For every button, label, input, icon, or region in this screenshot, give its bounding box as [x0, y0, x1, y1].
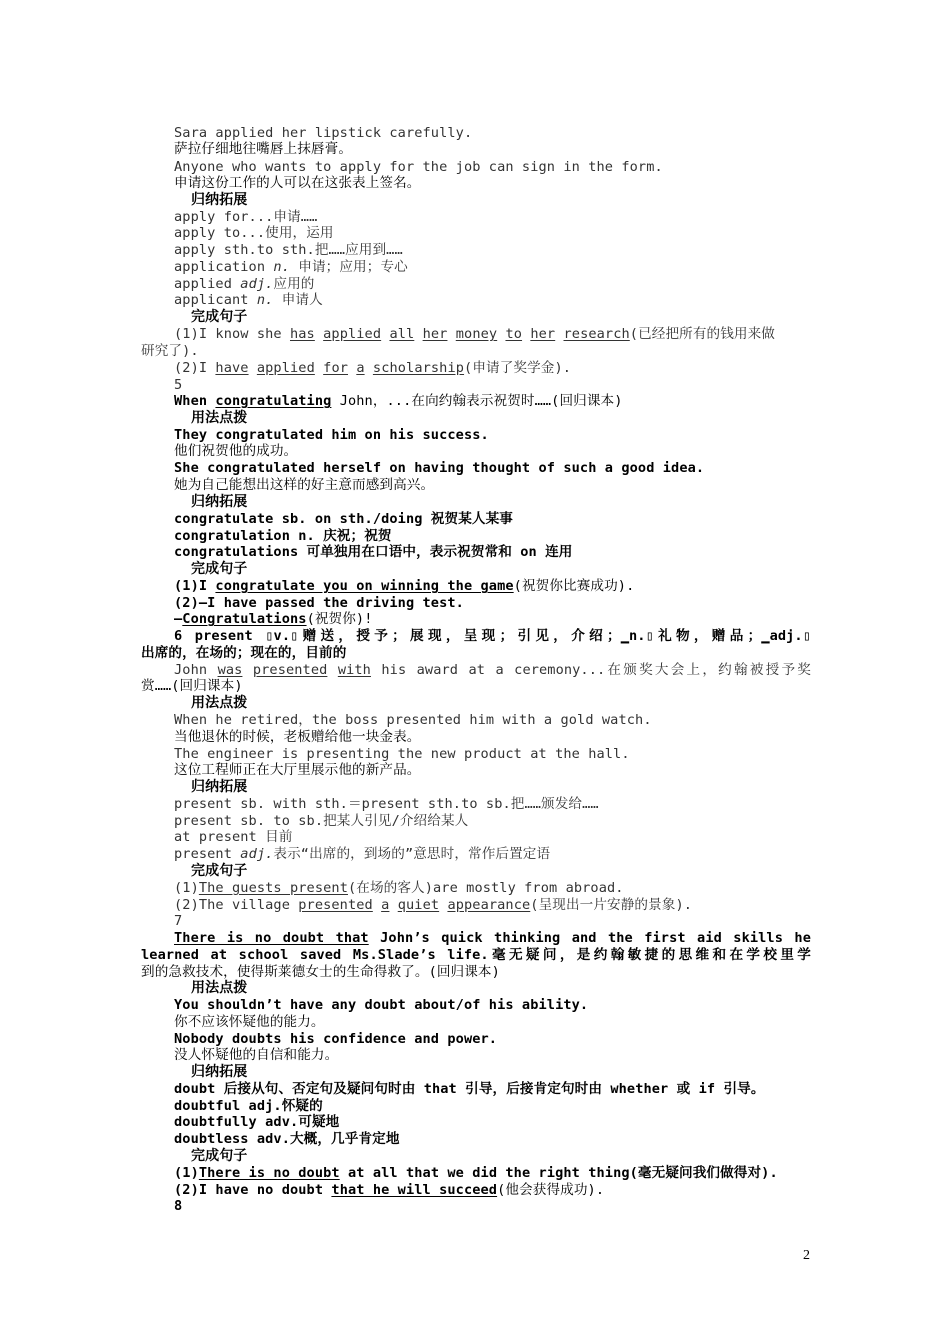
example-sentence: When he retired，the boss presented him with a gold watch.: [174, 712, 652, 728]
section-heading: 完成句子: [191, 309, 248, 325]
example-sentence: The engineer is presenting the new product at the hall.: [174, 746, 630, 762]
extension-item: apply to...使用，运用: [174, 225, 334, 241]
item-number: 7: [174, 913, 183, 929]
exercise-item: 研究了).: [141, 343, 199, 359]
extension-item: congratulate sb. on sth./doing 祝贺某人某事: [174, 511, 513, 527]
translation: 申请这份工作的人可以在这张表上签名。: [174, 175, 421, 191]
extension-item: apply sth.to sth.把……应用到……: [174, 242, 403, 258]
textbook-sentence: John was presented with his award at a ceremony...在颁奖大会上，约翰被授予奖: [174, 662, 811, 678]
translation: 没人怀疑他的自信和能力。: [174, 1047, 339, 1063]
item-number: 8: [174, 1198, 183, 1214]
extension-item: present sb. with sth.＝present sth.to sb.把……颁发给……: [174, 796, 599, 812]
exercise-item: (2)—I have passed the driving test.: [174, 595, 464, 611]
section-heading: 用法点拨: [191, 410, 248, 426]
word-entry-present: 出席的，在场的；现在的，目前的: [141, 645, 347, 661]
exercise-item: (1)I know she has applied all her money to her research(已经把所有的钱用来做: [174, 326, 776, 342]
extension-item: doubtful adj.怀疑的: [174, 1098, 323, 1114]
extension-item: applicant n. 申请人: [174, 292, 323, 308]
extension-item: apply for...申请……: [174, 209, 318, 225]
section-heading: 归纳拓展: [191, 494, 248, 510]
word-entry-present: 6 present ▯v.▯赠送，授予；展现，呈现；引见，介绍；▁n.▯礼物，赠品；▁adj.▯: [174, 628, 811, 644]
exercise-item: (1)There is no doubt at all that we did the right thing(毫无疑问我们做得对).: [174, 1165, 778, 1181]
section-heading: 归纳拓展: [191, 1064, 248, 1080]
textbook-sentence: 到的急救技术，使得斯莱德女士的生命得救了。(回归课本): [141, 964, 500, 980]
example-sentence: You shouldn’t have any doubt about/of his ability.: [174, 997, 589, 1013]
translation: 你不应该怀疑他的能力。: [174, 1014, 325, 1030]
example-sentence: Sara applied her lipstick carefully.: [174, 125, 473, 141]
exercise-item: (1)I congratulate you on winning the game(祝贺你比赛成功).: [174, 578, 635, 594]
section-heading: 完成句子: [191, 561, 248, 577]
extension-item: application n. 申请；应用；专心: [174, 259, 408, 275]
translation: 萨拉仔细地往嘴唇上抹唇膏。: [174, 141, 353, 157]
extension-item: doubtless adv.大概，几乎肯定地: [174, 1131, 400, 1147]
extension-item: present adj.表示“出席的，到场的”意思时，常作后置定语: [174, 846, 551, 862]
translation: 当他退休的时候，老板赠给他一块金表。: [174, 729, 421, 745]
item-number: 5: [174, 377, 183, 393]
example-sentence: They congratulated him on his success.: [174, 427, 489, 443]
example-sentence: Anyone who wants to apply for the job can sign in the form.: [174, 159, 663, 175]
textbook-sentence: learned at school saved Ms.Slade’s life.毫无疑问，是约翰敏捷的思维和在学校里学: [141, 947, 811, 963]
section-heading: 用法点拨: [191, 695, 248, 711]
exercise-item: (2)I have no doubt that he will succeed(他会获得成功).: [174, 1182, 605, 1198]
textbook-sentence: When congratulating John，...在向约翰表示祝贺时……(回归课本): [174, 393, 623, 409]
extension-item: doubt 后接从句、否定句及疑问句时由 that 引导，后接肯定句时由 whether 或 if 引导。: [174, 1081, 765, 1097]
section-heading: 完成句子: [191, 1148, 248, 1164]
textbook-sentence: 赏……(回归课本): [141, 678, 243, 694]
section-heading: 用法点拨: [191, 980, 248, 996]
page-number: 2: [803, 1248, 810, 1263]
exercise-item: —Congratulations(祝贺你)!: [174, 611, 373, 627]
extension-item: at present 目前: [174, 829, 293, 845]
extension-item: congratulation n. 庆祝；祝贺: [174, 528, 392, 544]
exercise-item: (2)I have applied for a scholarship(申请了奖学金).: [174, 360, 572, 376]
section-heading: 归纳拓展: [191, 779, 248, 795]
extension-item: doubtfully adv.可疑地: [174, 1114, 340, 1130]
translation: 这位工程师正在大厅里展示他的新产品。: [174, 762, 421, 778]
section-heading: 归纳拓展: [191, 192, 248, 208]
example-sentence: She congratulated herself on having thought of such a good idea.: [174, 460, 705, 476]
exercise-item: (2)The village presented a quiet appearance(呈现出一片安静的景象).: [174, 897, 693, 913]
section-heading: 完成句子: [191, 863, 248, 879]
exercise-item: (1)The guests present(在场的客人)are mostly from abroad.: [174, 880, 624, 896]
example-sentence: Nobody doubts his confidence and power.: [174, 1031, 498, 1047]
extension-item: present sb. to sb.把某人引见/介绍给某人: [174, 813, 469, 829]
extension-item: applied adj.应用的: [174, 276, 315, 292]
translation: 他们祝贺他的成功。: [174, 443, 298, 459]
extension-item: congratulations 可单独用在口语中，表示祝贺常和 on 连用: [174, 544, 573, 560]
translation: 她为自己能想出这样的好主意而感到高兴。: [174, 477, 435, 493]
textbook-sentence: There is no doubt that John’s quick thinking and the first aid skills he: [174, 930, 811, 946]
